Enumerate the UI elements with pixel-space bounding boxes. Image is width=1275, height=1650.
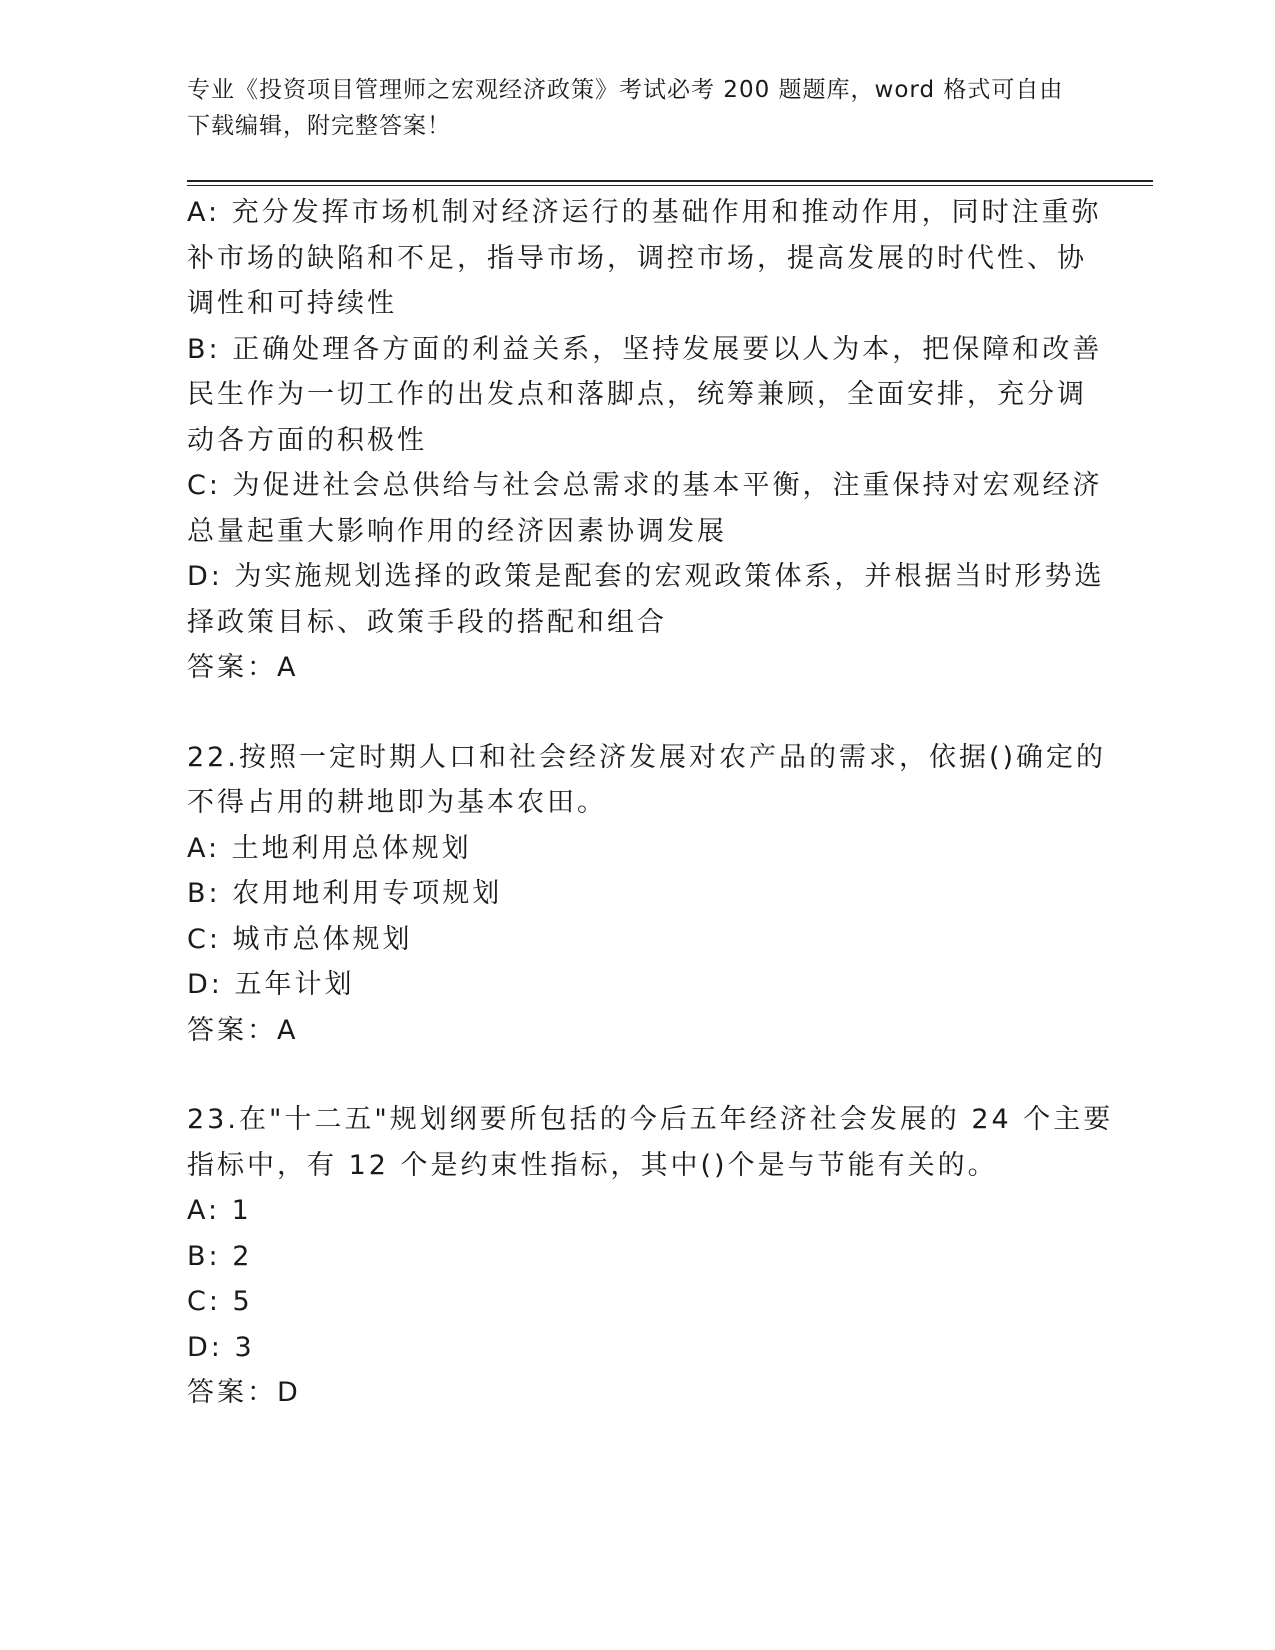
option-a: A: 1	[187, 1195, 252, 1226]
option-d	[187, 554, 1105, 645]
option-b: B: 农用地利用专项规划	[187, 878, 503, 909]
option-line: 调性和可持续性	[187, 288, 397, 319]
option-line: C: 为促进社会总供给与社会总需求的基本平衡，注重保持对宏观经济	[187, 470, 1103, 501]
answer-label: 答案：A	[187, 1014, 299, 1046]
header-line-2: 下载编辑，附完整答案！	[187, 113, 451, 139]
option-c: C: 城市总体规划	[187, 923, 413, 955]
option-d: D: 3	[187, 1331, 255, 1363]
question-22	[187, 735, 1107, 1054]
option-line: 补市场的缺陷和不足，指导市场，调控市场，提高发展的时代性、协	[187, 242, 1087, 274]
question-23	[187, 1097, 1114, 1416]
answer-label: 答案：A	[187, 652, 299, 683]
option-b	[187, 327, 1103, 464]
option-c	[187, 463, 1103, 554]
spacer	[187, 691, 1087, 735]
option-line: 总量起重大影响作用的经济因素协调发展	[187, 515, 727, 547]
question-content	[187, 190, 1114, 1416]
option-line: 择政策目标、政策手段的搭配和组合	[187, 606, 667, 638]
option-d: D: 五年计划	[187, 969, 355, 1000]
header-divider-thick	[187, 180, 1153, 182]
spacer	[187, 1053, 1087, 1097]
option-c: C: 5	[187, 1286, 253, 1317]
option-line: D: 为实施规划选择的政策是配套的宏观政策体系，并根据当时形势选	[187, 561, 1105, 592]
document-header	[187, 72, 1067, 144]
option-line: A: 充分发挥市场机制对经济运行的基础作用和推动作用，同时注重弥	[187, 197, 1102, 228]
answer-label: 答案：D	[187, 1377, 301, 1408]
question-21	[187, 190, 1105, 691]
question-stem-line: 22.按照一定时期人口和社会经济发展对农产品的需求，依据()确定的	[187, 741, 1107, 773]
option-line: B: 正确处理各方面的利益关系，坚持发展要以人为本，把保障和改善	[187, 333, 1103, 365]
option-line: 动各方面的积极性	[187, 424, 427, 456]
option-line: 民生作为一切工作的出发点和落脚点，统筹兼顾，全面安排，充分调	[187, 379, 1087, 410]
option-a: A: 土地利用总体规划	[187, 832, 472, 864]
option-b: B: 2	[187, 1240, 253, 1272]
option-a	[187, 190, 1102, 327]
question-stem-line: 不得占用的耕地即为基本农田。	[187, 787, 607, 818]
header-line-1: 专业《投资项目管理师之宏观经济政策》考试必考 200 题题库，word 格式可自由	[187, 77, 1064, 103]
question-stem-line: 指标中，有 12 个是约束性指标，其中()个是与节能有关的。	[187, 1149, 998, 1181]
header-divider-thin	[187, 185, 1153, 186]
question-stem-line: 23.在"十二五"规划纲要所包括的今后五年经济社会发展的 24 个主要	[187, 1104, 1114, 1135]
